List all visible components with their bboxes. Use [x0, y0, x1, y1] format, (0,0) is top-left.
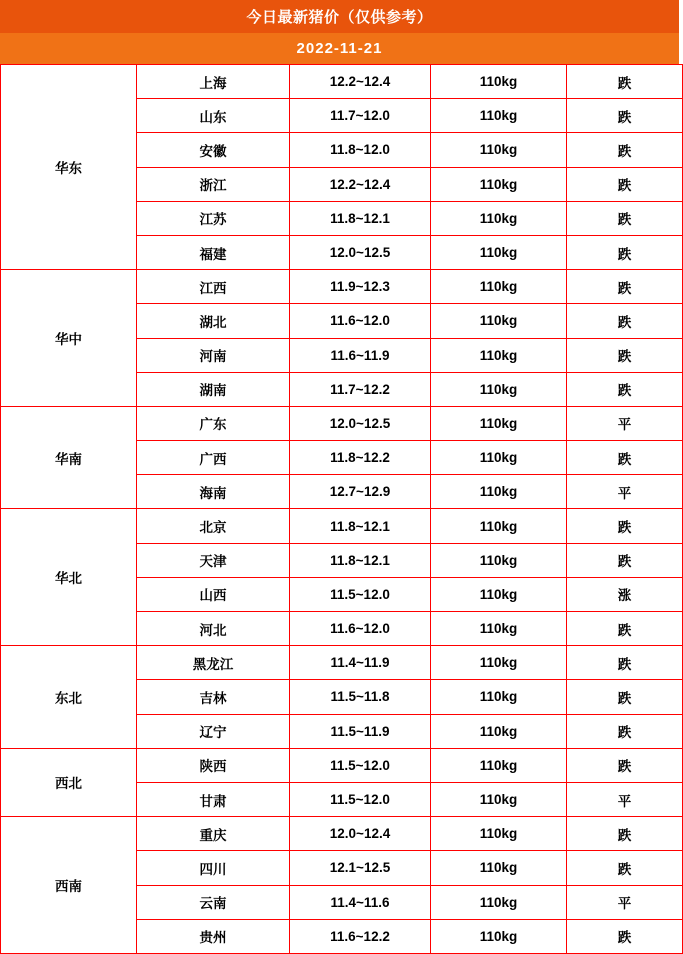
weight-cell: 110kg — [431, 406, 567, 440]
price-cell: 11.5~12.0 — [290, 577, 431, 611]
trend-cell: 平 — [567, 782, 683, 816]
region-cell: 西南 — [1, 817, 137, 954]
trend-cell: 跌 — [567, 714, 683, 748]
weight-cell: 110kg — [431, 919, 567, 953]
price-cell: 11.6~12.0 — [290, 612, 431, 646]
region-cell: 华中 — [1, 270, 137, 407]
trend-cell: 跌 — [567, 441, 683, 475]
table-row — [1, 748, 683, 782]
province-cell: 湖南 — [137, 372, 290, 406]
weight-cell: 110kg — [431, 748, 567, 782]
trend-cell: 跌 — [567, 65, 683, 99]
trend-cell: 跌 — [567, 201, 683, 235]
trend-cell: 平 — [567, 475, 683, 509]
province-cell: 吉林 — [137, 680, 290, 714]
price-cell: 12.0~12.4 — [290, 817, 431, 851]
date-bar: 2022-11-21 — [0, 33, 679, 64]
weight-cell: 110kg — [431, 133, 567, 167]
weight-cell: 110kg — [431, 782, 567, 816]
price-cell: 12.7~12.9 — [290, 475, 431, 509]
table-row — [1, 406, 683, 440]
page-title: 今日最新猪价（仅供参考） — [0, 0, 679, 33]
weight-cell: 110kg — [431, 372, 567, 406]
price-cell: 11.8~12.2 — [290, 441, 431, 475]
trend-cell: 跌 — [567, 748, 683, 782]
price-cell: 12.1~12.5 — [290, 851, 431, 885]
price-cell: 11.6~11.9 — [290, 338, 431, 372]
region-cell: 华南 — [1, 406, 137, 509]
price-cell: 11.5~11.9 — [290, 714, 431, 748]
weight-cell: 110kg — [431, 680, 567, 714]
price-cell: 11.4~11.6 — [290, 885, 431, 919]
weight-cell: 110kg — [431, 167, 567, 201]
trend-cell: 跌 — [567, 851, 683, 885]
province-cell: 浙江 — [137, 167, 290, 201]
weight-cell: 110kg — [431, 270, 567, 304]
trend-cell: 跌 — [567, 372, 683, 406]
price-cell: 11.8~12.1 — [290, 509, 431, 543]
price-table — [0, 64, 683, 954]
weight-cell: 110kg — [431, 612, 567, 646]
weight-cell: 110kg — [431, 577, 567, 611]
province-cell: 安徽 — [137, 133, 290, 167]
region-cell: 华北 — [1, 509, 137, 646]
province-cell: 陕西 — [137, 748, 290, 782]
trend-cell: 跌 — [567, 817, 683, 851]
weight-cell: 110kg — [431, 65, 567, 99]
price-cell: 12.0~12.5 — [290, 406, 431, 440]
weight-cell: 110kg — [431, 543, 567, 577]
price-cell: 12.0~12.5 — [290, 235, 431, 269]
province-cell: 广东 — [137, 406, 290, 440]
province-cell: 北京 — [137, 509, 290, 543]
province-cell: 福建 — [137, 235, 290, 269]
weight-cell: 110kg — [431, 201, 567, 235]
price-cell: 11.6~12.2 — [290, 919, 431, 953]
province-cell: 河北 — [137, 612, 290, 646]
weight-cell: 110kg — [431, 714, 567, 748]
trend-cell: 跌 — [567, 235, 683, 269]
price-cell: 11.9~12.3 — [290, 270, 431, 304]
province-cell: 重庆 — [137, 817, 290, 851]
price-cell: 11.4~11.9 — [290, 646, 431, 680]
province-cell: 甘肃 — [137, 782, 290, 816]
price-cell: 12.2~12.4 — [290, 65, 431, 99]
region-cell: 东北 — [1, 646, 137, 749]
province-cell: 云南 — [137, 885, 290, 919]
price-cell: 12.2~12.4 — [290, 167, 431, 201]
province-cell: 江苏 — [137, 201, 290, 235]
trend-cell: 跌 — [567, 167, 683, 201]
province-cell: 山东 — [137, 99, 290, 133]
trend-cell: 跌 — [567, 509, 683, 543]
region-cell: 西北 — [1, 748, 137, 816]
price-cell: 11.7~12.0 — [290, 99, 431, 133]
weight-cell: 110kg — [431, 304, 567, 338]
weight-cell: 110kg — [431, 885, 567, 919]
table-row — [1, 509, 683, 543]
trend-cell: 平 — [567, 406, 683, 440]
trend-cell: 跌 — [567, 919, 683, 953]
trend-cell: 跌 — [567, 646, 683, 680]
region-cell: 华东 — [1, 65, 137, 270]
price-cell: 11.7~12.2 — [290, 372, 431, 406]
province-cell: 江西 — [137, 270, 290, 304]
weight-cell: 110kg — [431, 817, 567, 851]
weight-cell: 110kg — [431, 99, 567, 133]
trend-cell: 涨 — [567, 577, 683, 611]
price-cell: 11.8~12.0 — [290, 133, 431, 167]
weight-cell: 110kg — [431, 441, 567, 475]
trend-cell: 平 — [567, 885, 683, 919]
weight-cell: 110kg — [431, 851, 567, 885]
price-cell: 11.8~12.1 — [290, 201, 431, 235]
table-row — [1, 817, 683, 851]
price-table-body — [1, 65, 683, 954]
weight-cell: 110kg — [431, 509, 567, 543]
trend-cell: 跌 — [567, 270, 683, 304]
province-cell: 海南 — [137, 475, 290, 509]
weight-cell: 110kg — [431, 338, 567, 372]
province-cell: 上海 — [137, 65, 290, 99]
province-cell: 贵州 — [137, 919, 290, 953]
weight-cell: 110kg — [431, 646, 567, 680]
province-cell: 广西 — [137, 441, 290, 475]
table-row — [1, 646, 683, 680]
province-cell: 四川 — [137, 851, 290, 885]
weight-cell: 110kg — [431, 235, 567, 269]
price-cell: 11.5~12.0 — [290, 748, 431, 782]
province-cell: 辽宁 — [137, 714, 290, 748]
province-cell: 山西 — [137, 577, 290, 611]
trend-cell: 跌 — [567, 304, 683, 338]
trend-cell: 跌 — [567, 543, 683, 577]
price-cell: 11.6~12.0 — [290, 304, 431, 338]
price-cell: 11.5~12.0 — [290, 782, 431, 816]
table-row — [1, 270, 683, 304]
trend-cell: 跌 — [567, 680, 683, 714]
trend-cell: 跌 — [567, 133, 683, 167]
province-cell: 河南 — [137, 338, 290, 372]
price-cell: 11.8~12.1 — [290, 543, 431, 577]
province-cell: 湖北 — [137, 304, 290, 338]
trend-cell: 跌 — [567, 338, 683, 372]
weight-cell: 110kg — [431, 475, 567, 509]
province-cell: 黑龙江 — [137, 646, 290, 680]
table-row — [1, 65, 683, 99]
price-cell: 11.5~11.8 — [290, 680, 431, 714]
province-cell: 天津 — [137, 543, 290, 577]
trend-cell: 跌 — [567, 612, 683, 646]
trend-cell: 跌 — [567, 99, 683, 133]
